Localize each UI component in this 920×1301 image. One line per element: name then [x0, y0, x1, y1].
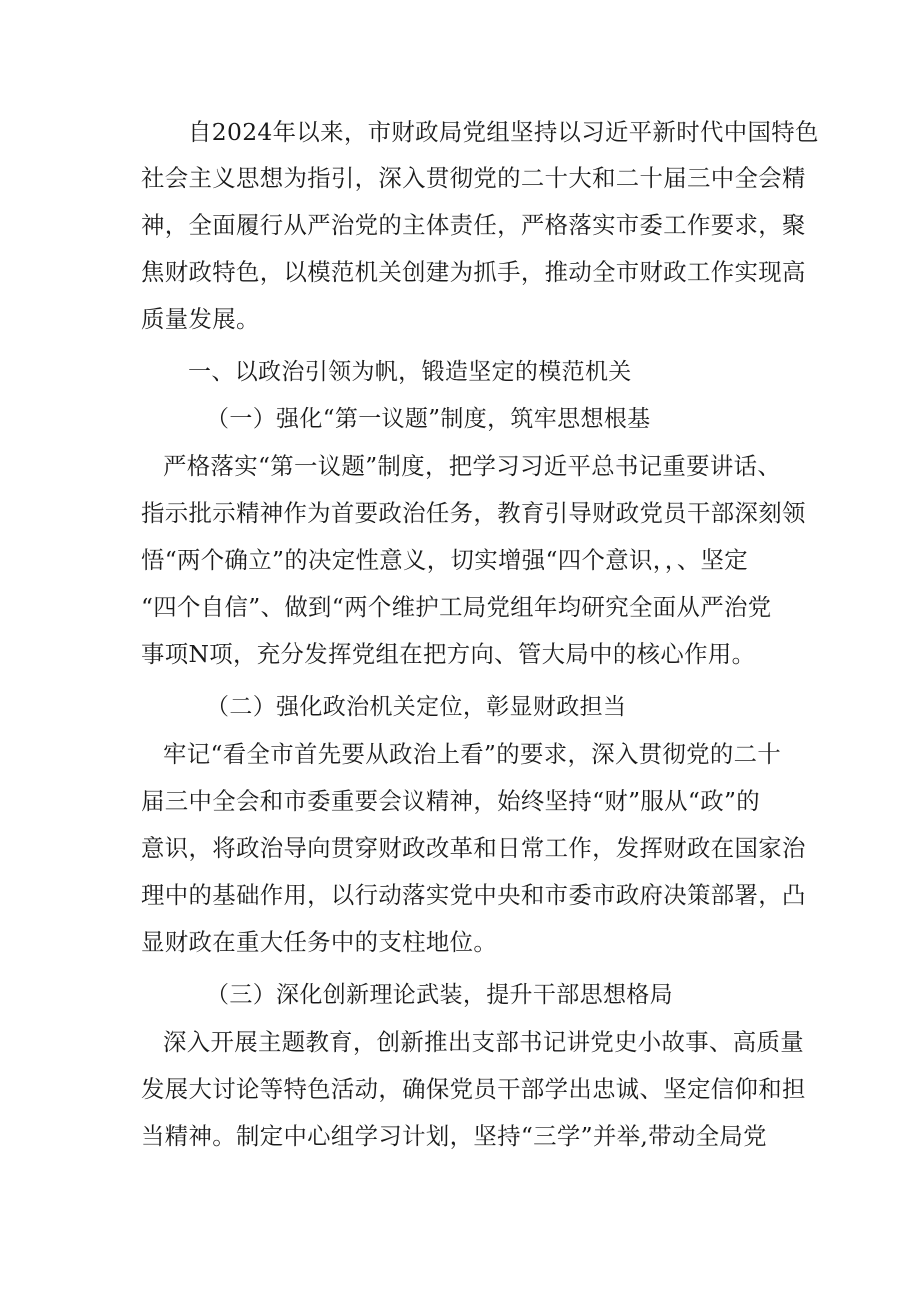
sub2-line-4: 理中的基础作用，以行动落实党中央和市委市政府决策部署，凸 [141, 881, 806, 909]
intro-line-2: 社会主义思想为指引，深入贯彻党的二十大和二十届三中全会精 [141, 164, 806, 192]
intro-line-4: 焦财政特色，以模范机关创建为抓手，推动全市财政工作实现高 [141, 258, 806, 286]
subsection-2-title: （二）强化政治机关定位，彰显财政担当 [206, 694, 627, 720]
sub1-line-2: 指示批示精神作为首要政治任务，教育引导财政党员干部深刻领 [141, 499, 806, 527]
sub3-line-1: 深入开展主题教育，创新推出支部书记讲党史小故事、高质量 [163, 1028, 804, 1056]
intro-line-5: 质量发展。 [141, 305, 260, 333]
subsection-3-title: （三）深化创新理论武装，提升干部思想格局 [206, 982, 673, 1008]
sub1-line-1: 严格落实“第一议题”制度，把学习习近平总书记重要讲话、 [163, 452, 782, 480]
intro-line-3: 神，全面履行从严治党的主体责任，严格落实市委工作要求，聚 [141, 211, 806, 239]
section-1-title: 一、以政治引领为帆，锻造坚定的模范机关 [188, 359, 632, 385]
sub1-line-4: “四个自信”、做到“两个维护工局党组年均研究全面从严治党 [141, 593, 772, 621]
sub2-line-5: 显财政在重大任务中的支柱地位。 [141, 928, 498, 956]
subsection-1-title: （一）强化“第一议题”制度，筑牢思想根基 [206, 406, 651, 432]
sub2-line-1: 牢记“看全市首先要从政治上看”的要求，深入贯彻党的二十 [163, 740, 782, 768]
sub1-line-3: 悟“两个确立”的决定性意义，切实增强“四个意识，，、坚定 [141, 546, 749, 574]
sub3-line-3: 当精神。制定中心组学习计划，坚持“三学”并举,带动全局党 [141, 1122, 767, 1150]
sub2-line-3: 意识，将政治导向贯穿财政改革和日常工作，发挥财政在国家治 [141, 834, 806, 862]
sub2-line-2: 届三中全会和市委重要会议精神，始终坚持“财”服从“政”的 [141, 787, 761, 815]
intro-line-1: 自2024年以来，市财政局党组坚持以习近平新时代中国特色 [188, 118, 819, 146]
sub3-line-2: 发展大讨论等特色活动，确保党员干部学出忠诚、坚定信仰和担 [141, 1075, 806, 1103]
sub1-line-5: 事项N项，充分发挥党组在把方向、管大局中的核心作用。 [141, 640, 756, 668]
